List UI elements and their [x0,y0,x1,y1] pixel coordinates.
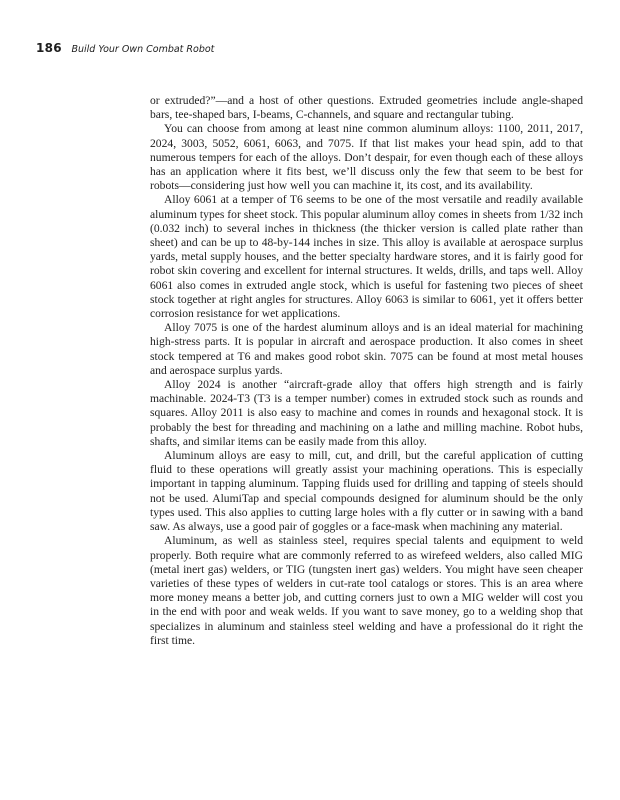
paragraph: or extruded?”—and a host of other questions. Extruded geometries include angle-shaped bars, tee-shaped bars, I-beams, C-channels, and square and rectangular tubing. [150,94,583,122]
book-title: Build Your Own Combat Robot [71,44,215,55]
running-head [36,41,214,57]
page-number: 186 [36,41,62,55]
paragraph: Alloy 7075 is one of the hardest aluminum alloys and is an ideal material for machining high-stress parts. It is popular in aircraft and aerospace production. It also comes in sheet stock tempered at T6 and makes good robot skin. 7075 can be found at most metal houses and aerospace surplus yards. [150,321,583,377]
paragraph: Aluminum, as well as stainless steel, requires special talents and equipment to weld properly. Both require what are commonly referred to as wirefeed welders, also called MIG (metal inert gas) welders, or TIG (tungsten inert gas) welders. You might have seen cheaper varieties of these types of welders in cut-rate tool catalogs or stores. This is an area where more money means a better job, and cutting corners just to own a MIG welder will cost you in the end with poor and weak welds. If you want to save money, go to a welding shop that specializes in aluminum and stainless steel welding and have a professional do it right the first time. [150,534,583,647]
paragraph: Alloy 6061 at a temper of T6 seems to be one of the most versatile and readily available aluminum types for sheet stock. This popular aluminum alloy comes in sheets from 1/32 inch (0.032 inch) to several inches in thickness (the thicker version is called plate rather than sheet) and can be up to 48-by-144 inches in size. This alloy is available at aerospace surplus yards, metal supply houses, and the better specialty hardware stores, and it is fairly good for robot skin covering and excellent for internal structures. It welds, drills, and taps well. Alloy 6061 also comes in extruded angle stock, which is useful for fastening two pieces of sheet stock together at right angles for structures. Alloy 6063 is similar to 6061, yet it offers better corrosion resistance for wet applications. [150,193,583,321]
paragraph: Alloy 2024 is another “aircraft-grade alloy that offers high strength and is fairly machinable. 2024-T3 (T3 is a temper number) comes in extruded stock such as rounds and squares. Alloy 2011 is also easy to machine and comes in rounds and hexagonal stock. It is probably the best for threading and machining on a lathe and milling machine. Robot hubs, shafts, and similar items can be easily made from this alloy. [150,378,583,448]
body-text [150,94,583,648]
paragraph: Aluminum alloys are easy to mill, cut, and drill, but the careful application of cutting fluid to these operations will greatly assist your machining operations. This is especially important in tapping aluminum. Tapping fluids used for drilling and tapping of steels should not be used. AlumiTap and special compounds designed for aluminum should be the only types used. This also applies to cutting large holes with a fly cutter or in sawing with a band saw. As always, use a good pair of goggles or a face-mask when machining any material. [150,449,583,534]
paragraph: You can choose from among at least nine common aluminum alloys: 1100, 2011, 2017, 2024, 3003, 5052, 6061, 6063, and 7075. If that list makes your head spin, add to that numerous tempers for each of the alloys. Don’t despair, for even though each of these alloys has an application where it fits best, we’ll discuss only the few that seem to be best for robots—considering just how well you can machine it, its cost, and its availability. [150,122,583,193]
